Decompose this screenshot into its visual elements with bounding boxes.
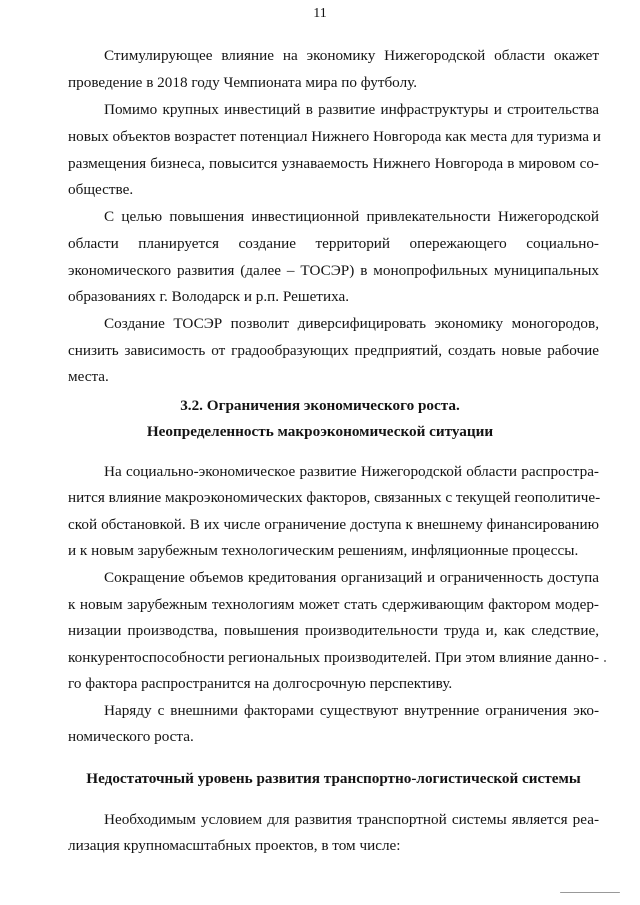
paragraph-line: к новым зарубежным технологиям может стать сдерживающим фактором модер-	[68, 596, 599, 613]
section-heading: Неопределенность макроэкономической ситуации	[146, 423, 494, 440]
paragraph-line: обществе.	[68, 181, 134, 198]
scan-speck	[604, 660, 606, 662]
paragraph-line: места.	[68, 368, 109, 385]
paragraph-line: Наряду с внешними факторами существуют внутренние ограничения эко-	[104, 702, 599, 719]
paragraph-line: На социально-экономическое развитие Нижегородской области распростра-	[104, 463, 599, 480]
paragraph-line: экономического развития (далее – ТОСЭР) в монопрофильных муниципальных	[68, 262, 599, 279]
paragraph-line: новых объектов возрастет потенциал Нижнего Новгорода как места для туризма и	[68, 128, 601, 145]
paragraph-line: Необходимым условием для развития транспортной системы является реа-	[104, 811, 599, 828]
paragraph-line: области планируется создание территорий опережающего социально-	[68, 235, 599, 252]
paragraph-line: С целью повышения инвестиционной привлекательности Нижегородской	[104, 208, 599, 225]
paragraph-line: го фактора распространится на долгосрочную перспективу.	[68, 675, 453, 692]
subheading: Недостаточный уровень развития транспортно-логистической системы	[86, 770, 581, 787]
paragraph-line: ской обстановкой. В их числе ограничение доступа к внешнему финансированию	[68, 516, 599, 533]
paragraph-line: и к новым зарубежным технологическим решениям, инфляционные процессы.	[68, 542, 579, 559]
paragraph-line: размещения бизнеса, повысится узнаваемость Нижнего Новгорода в мировом со-	[68, 155, 599, 172]
paragraph-line: проведение в 2018 году Чемпионата мира по футболу.	[68, 74, 418, 91]
paragraph-line: лизация крупномасштабных проектов, в том числе:	[68, 837, 401, 854]
paragraph-line: Стимулирующее влияние на экономику Нижегородской области окажет	[104, 47, 599, 64]
paragraph-line: Помимо крупных инвестиций в развитие инфраструктуры и строительства	[104, 101, 599, 118]
paragraph-line: Создание ТОСЭР позволит диверсифицировать экономику моногородов,	[104, 315, 599, 332]
paragraph-line: Сокращение объемов кредитования организаций и ограниченность доступа	[104, 569, 599, 586]
paragraph-line: номического роста.	[68, 728, 194, 745]
paragraph-line: конкурентоспособности региональных производителей. При этом влияние данно-	[68, 649, 599, 666]
paragraph-line: низации производства, повышения производительности труда и, как следствие,	[68, 622, 599, 639]
page-number: 11	[313, 6, 327, 21]
paragraph-line: снизить зависимость от градообразующих предприятий, создать новые рабочие	[68, 342, 599, 359]
section-heading: 3.2. Ограничения экономического роста.	[180, 397, 460, 414]
paragraph-line: образованиях г. Володарск и р.п. Решетиха.	[68, 288, 350, 305]
scan-edge-mark	[560, 892, 620, 893]
paragraph-line: нится влияние макроэкономических факторов, связанных с текущей геополитиче-	[68, 489, 601, 506]
